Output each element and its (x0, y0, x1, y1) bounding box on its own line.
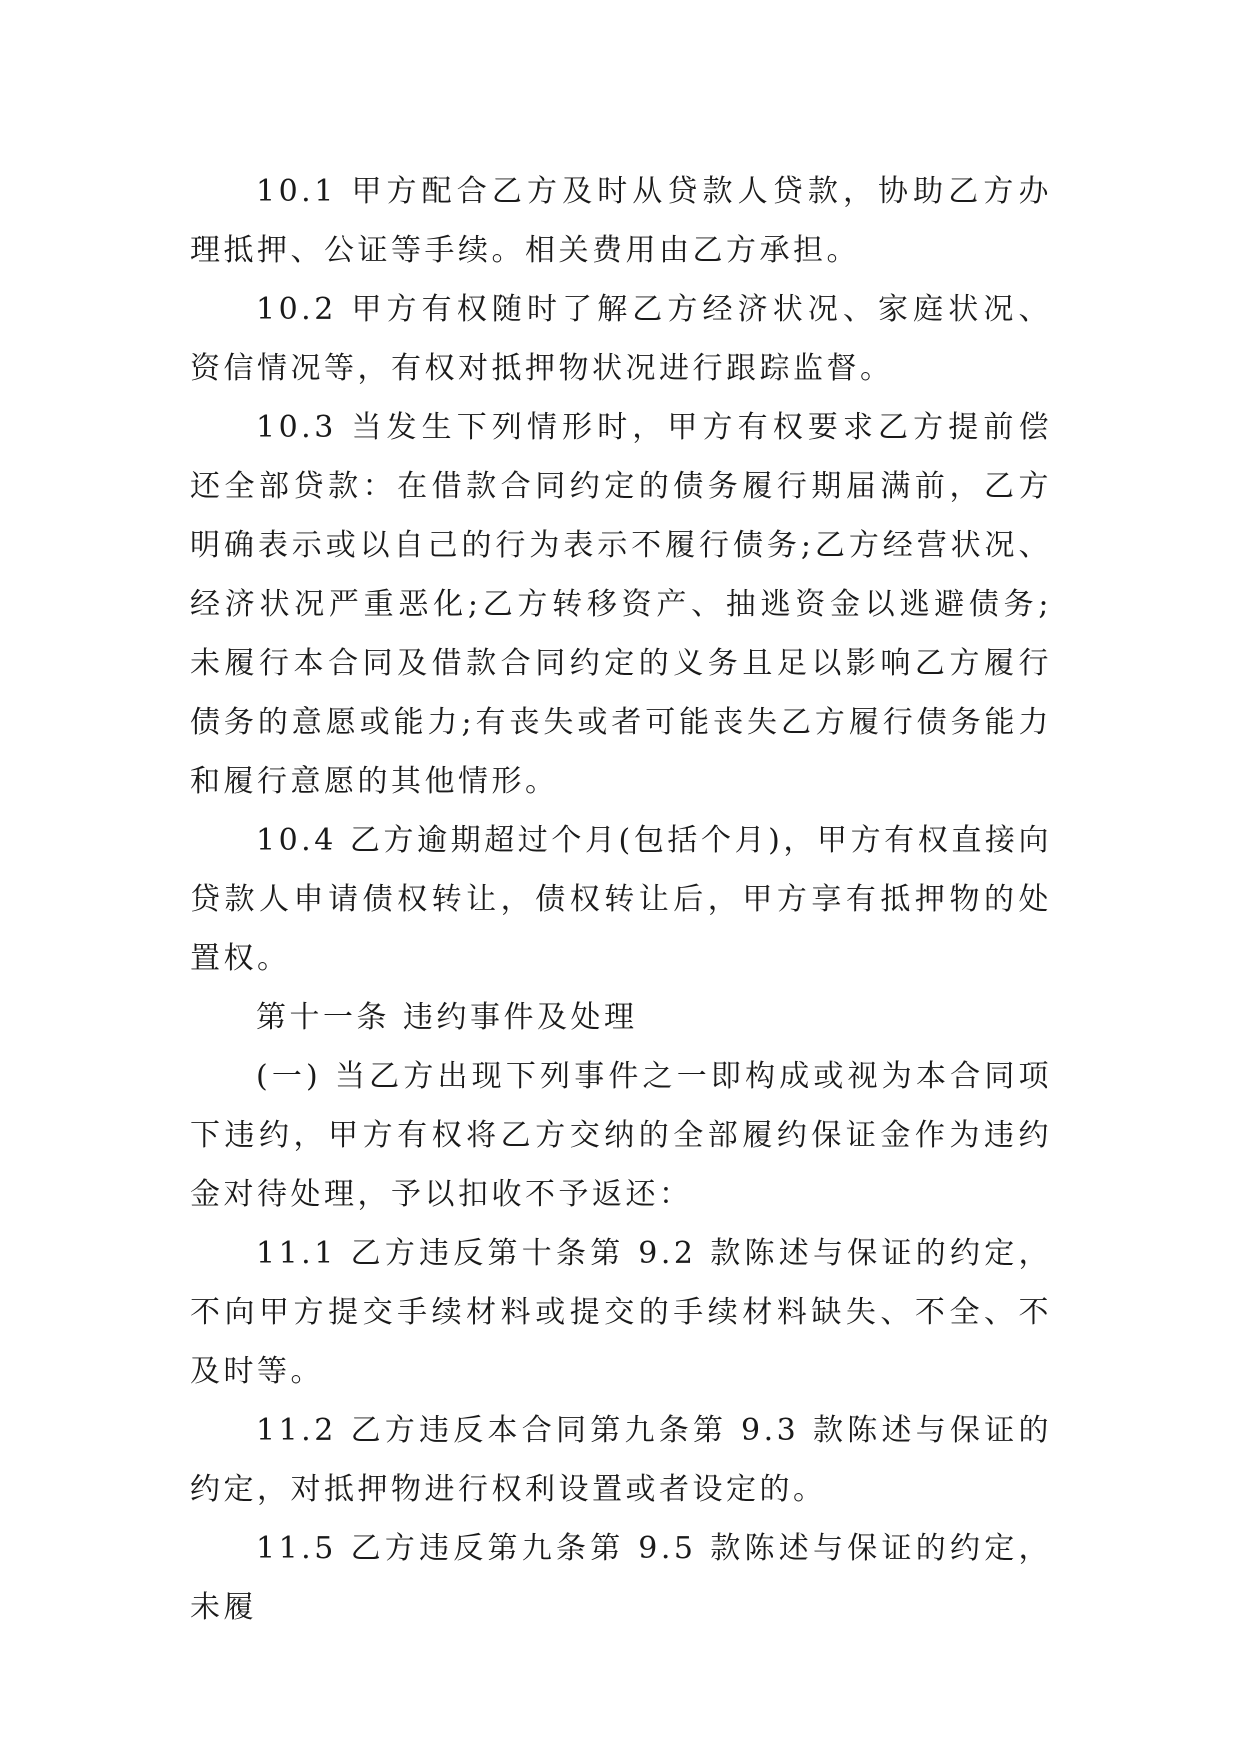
clause-11-1: 11.1 乙方违反第十条第 9.2 款陈述与保证的约定，不向甲方提交手续材料或提交的手续材料缺失、不全、不及时等。 (190, 1236, 1052, 1389)
document-body (190, 162, 1052, 1637)
clause-10-3: 10.3 当发生下列情形时，甲方有权要求乙方提前偿还全部贷款：在借款合同约定的债务履行期届满前，乙方明确表示或以自己的行为表示不履行债务;乙方经营状况、经济状况严重恶化;乙方转移资产、抽逃资金以逃避债务;未履行本合同及借款合同约定的义务且足以影响乙方履行债务的意愿或能力;有丧失或者可能丧失乙方履行债务能力和履行意愿的其他情形。 (190, 410, 1052, 799)
clause-10-4: 10.4 乙方逾期超过个月(包括个月)，甲方有权直接向贷款人申请债权转让，债权转让后，甲方享有抵押物的处置权。 (190, 823, 1052, 976)
clause-10-2: 10.2 甲方有权随时了解乙方经济状况、家庭状况、资信情况等，有权对抵押物状况进行跟踪监督。 (190, 292, 1052, 386)
clause-10-1: 10.1 甲方配合乙方及时从贷款人贷款，协助乙方办理抵押、公证等手续。相关费用由乙方承担。 (190, 174, 1052, 268)
clause-11-5: 11.5 乙方违反第九条第 9.5 款陈述与保证的约定，未履 (190, 1531, 1052, 1625)
article-11-heading: 第十一条 违约事件及处理 (256, 1000, 638, 1035)
clause-11-2: 11.2 乙方违反本合同第九条第 9.3 款陈述与保证的约定，对抵押物进行权利设置或者设定的。 (190, 1413, 1052, 1507)
article-11-section-1: (一) 当乙方出现下列事件之一即构成或视为本合同项下违约，甲方有权将乙方交纳的全部履约保证金作为违约金对待处理，予以扣收不予返还： (190, 1059, 1052, 1212)
